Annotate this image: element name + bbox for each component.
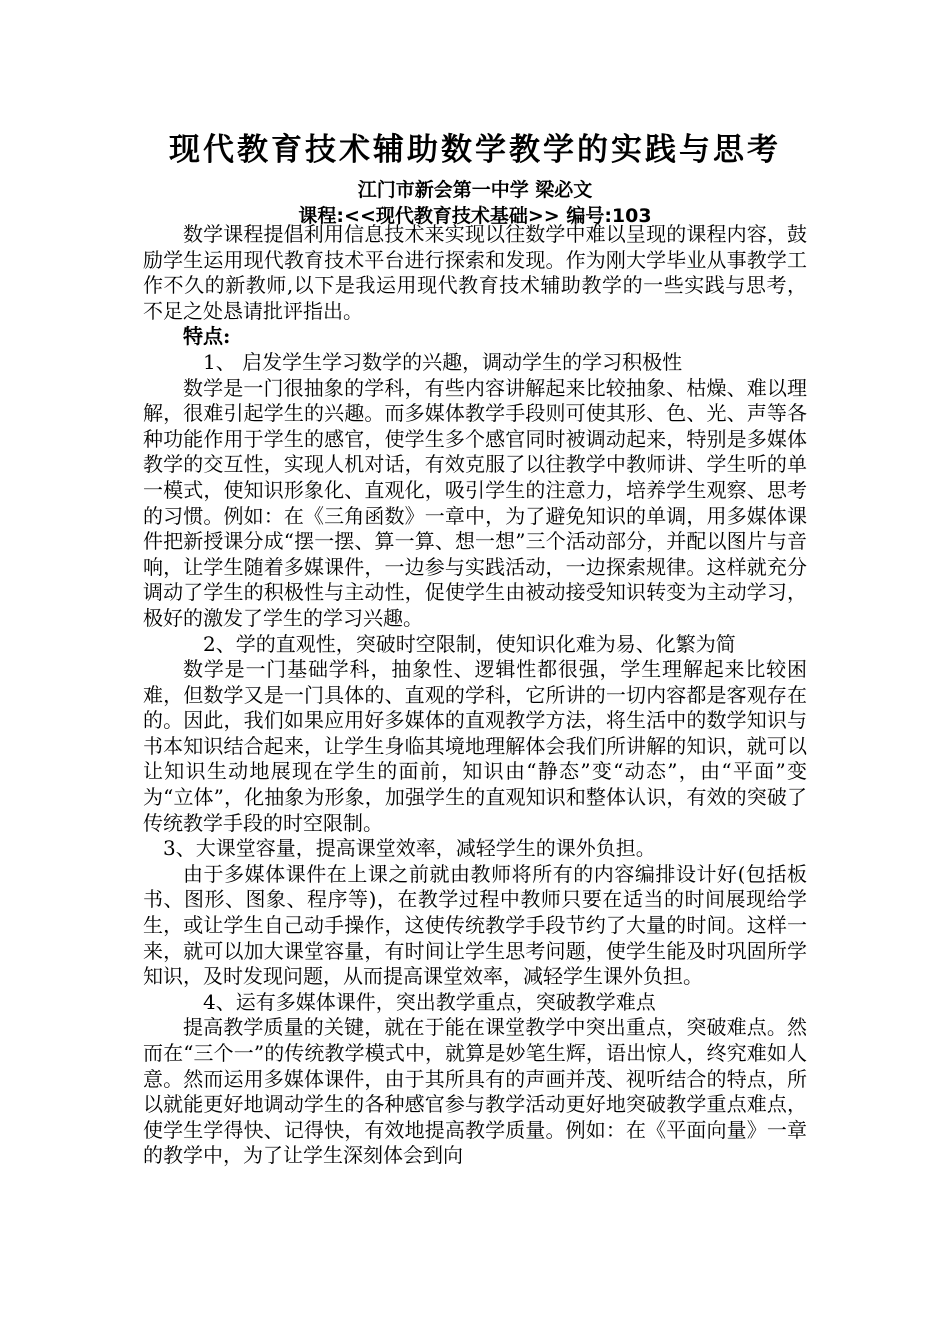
item2-paragraph: 数学是一门基础学科，抽象性、逻辑性都很强，学生理解起来比较困难，但数学又是一门具体的、直观的学科，它所讲的一切内容都是客观存在的。因此，我们如果应用好多媒体的直观教学方法，将生活中的数学知识与书本知识结合起来，让学生身临其境地理解体会我们所讲解的知识，就可以让知识生动地展现在学生的面前，知识由“静态”变“动态”，由“平面”变为“立体”，化抽象为形象，加强学生的直观知识和整体认识，有效的突破了传统教学手段的时空限制。	[143, 657, 807, 835]
intro-paragraph: 数学课程提倡利用信息技术来实现以往数学中难以呈现的课程内容，鼓励学生运用现代教育技术平台进行探索和发现。作为刚大学毕业从事教学工作不久的新教师,以下是我运用现代教育技术辅助教学的一些实践与思考，不足之处恳请批评指出。	[143, 222, 807, 323]
features-heading: 特点:	[183, 324, 231, 349]
item3-heading: 3、大课堂容量，提高课堂效率，减轻学生的课外负担。	[163, 836, 656, 861]
item4-paragraph: 提高教学质量的关键，就在于能在课堂教学中突出重点，突破难点。然而在“三个一”的传统教学模式中，就算是妙笔生辉，语出惊人，终究难如人意。然而运用多媒体课件，由于其所具有的声画并茂、视听结合的特点，所以就能更好地调动学生的各种感官参与教学活动更好地突破教学重点难点，使学生学得快、记得快，有效地提高教学质量。例如：在《平面向量》一章的教学中，为了让学生深刻体会到向	[143, 1015, 807, 1168]
item1-heading: 1、 启发学生学习数学的兴趣，调动学生的学习积极性	[203, 349, 683, 374]
item4-heading: 4、运有多媒体课件，突出教学重点，突破教学难点	[203, 989, 656, 1014]
document-body	[143, 222, 807, 1169]
document-title: 现代教育技术辅助数学教学的实践与思考	[169, 132, 781, 168]
course-line: 课程:<<现代教育技术基础>> 编号:103	[298, 205, 652, 227]
item2-heading: 2、学的直观性，突破时空限制，使知识化难为易、化繁为简	[203, 631, 736, 656]
author-line: 江门市新会第一中学 梁必文	[357, 179, 593, 201]
item1-paragraph: 数学是一门很抽象的学科，有些内容讲解起来比较抽象、枯燥、难以理解，很难引起学生的兴趣。而多媒体教学手段则可使其形、色、光、声等各种功能作用于学生的感官，使学生多个感官同时被调动起来，特别是多媒体教学的交互性，实现人机对话，有效克服了以往教学中教师讲、学生听的单一模式，使知识形象化、直观化，吸引学生的注意力，培养学生观察、思考的习惯。例如：在《三角函数》一章中，为了避免知识的单调，用多媒体课件把新授课分成“摆一摆、算一算、想一想”三个活动部分，并配以图片与音响，让学生随着多媒课件，一边参与实践活动，一边探索规律。这样就充分调动了学生的积极性与主动性，促使学生由被动接受知识转变为主动学习，极好的激发了学生的学习兴趣。	[143, 375, 807, 630]
item3-paragraph: 由于多媒体课件在上课之前就由教师将所有的内容编排设计好(包括板书、图形、图象、程序等)，在教学过程中教师只要在适当的时间展现给学生，或让学生自己动手操作，这使传统教学手段节约了大量的时间。这样一来，就可以加大课堂容量，有时间让学生思考问题，使学生能及时巩固所学知识，及时发现问题，从而提高课堂效率，减轻学生课外负担。	[143, 861, 807, 989]
